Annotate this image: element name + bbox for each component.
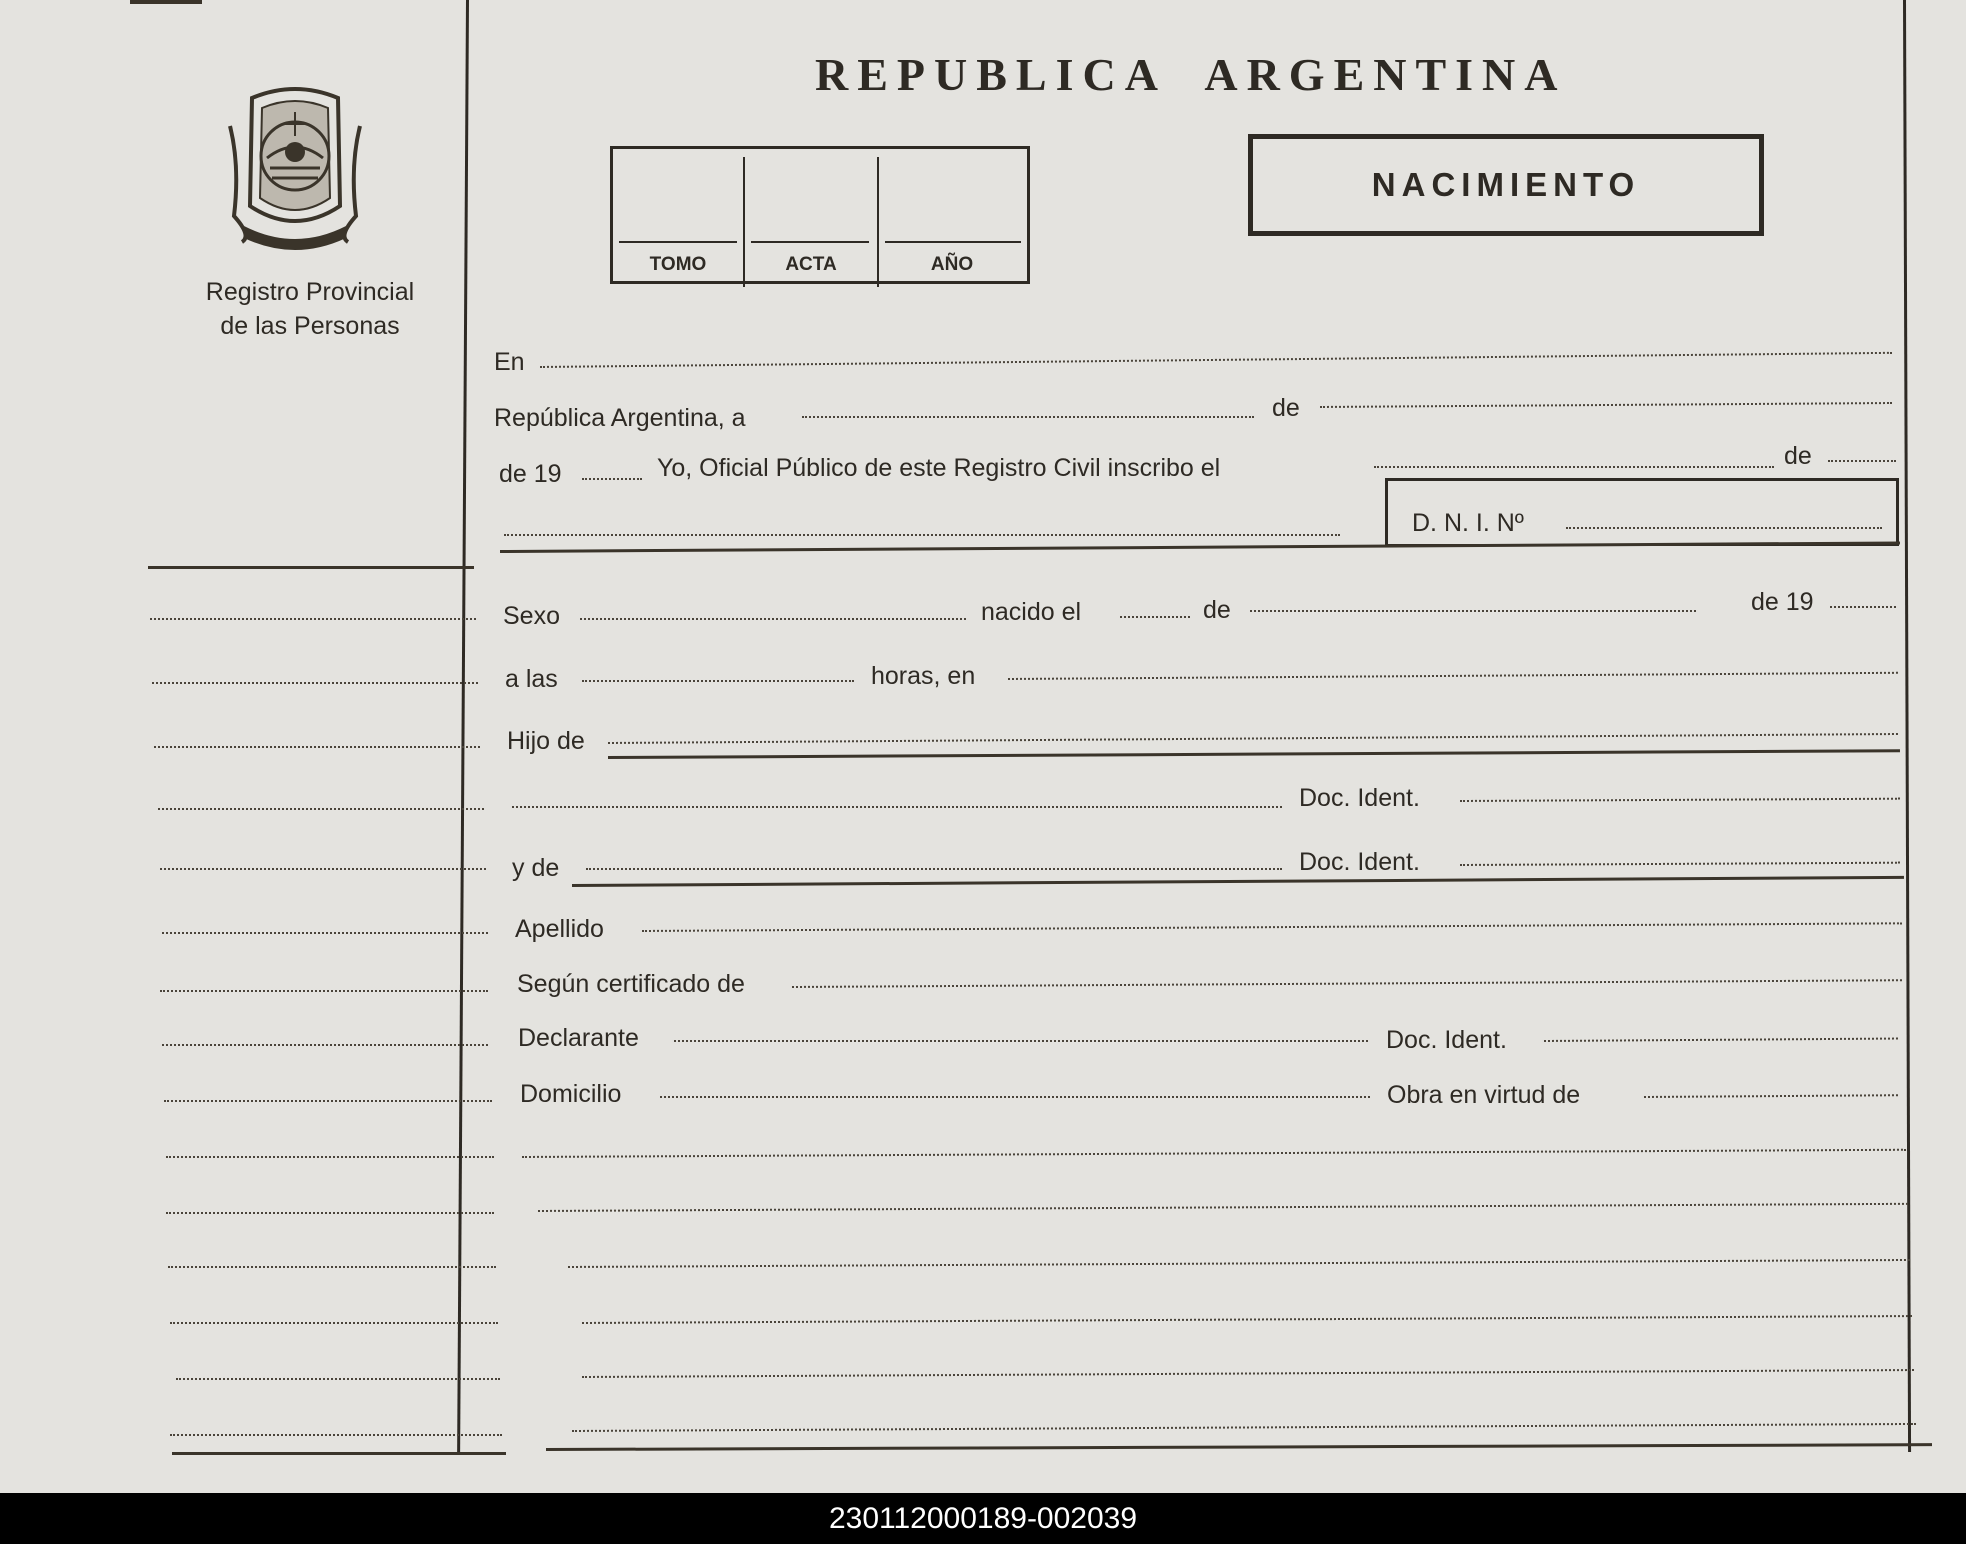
label-dni: D. N. I. Nº <box>1412 509 1524 537</box>
label-apellido: Apellido <box>515 915 604 943</box>
label-de-19: de 19 <box>1751 588 1814 616</box>
blank-line <box>568 1259 1910 1268</box>
registry-line-2: de las Personas <box>220 312 400 340</box>
page-title: REPUBLICA ARGENTINA <box>815 49 1567 100</box>
dni-box <box>1385 478 1899 546</box>
label-y-de: y de <box>512 854 560 882</box>
label-a-las: a las <box>505 665 558 693</box>
label-declarante: Declarante <box>518 1024 639 1052</box>
label-yo-oficial: Yo, Oficial Público de este Registro Civil inscribo el <box>657 454 1221 482</box>
field-hour <box>582 680 854 682</box>
stub-line <box>162 932 488 934</box>
label-doc-ident: Doc. Ident. <box>1299 848 1420 876</box>
record-number-table <box>610 146 1030 284</box>
stub-separator <box>148 566 474 569</box>
field-month <box>1320 402 1892 408</box>
section-separator <box>500 541 1900 553</box>
field-dni <box>1566 527 1882 529</box>
table-field-line <box>885 241 1021 243</box>
label-de-19: de 19 <box>499 460 562 488</box>
label-segun-certificado: Según certificado de <box>517 970 745 998</box>
stub-line <box>150 618 476 620</box>
field-birth-place <box>1008 672 1898 680</box>
label-de: de <box>1272 394 1300 422</box>
stub-line <box>166 1156 494 1158</box>
field-certificado <box>792 979 1902 988</box>
blank-line <box>572 1423 1916 1432</box>
field-sexo <box>580 618 966 620</box>
field-en <box>540 352 1892 368</box>
field-mother <box>586 868 1282 870</box>
table-field-line <box>751 241 869 243</box>
field-name <box>504 534 1340 536</box>
registry-name <box>180 275 440 343</box>
document-type-box: NACIMIENTO <box>1248 134 1764 236</box>
field-mother-doc <box>1460 862 1900 866</box>
blank-line <box>582 1369 1914 1378</box>
stub-line <box>152 682 478 684</box>
label-domicilio: Domicilio <box>520 1080 622 1108</box>
table-field-line <box>619 241 737 243</box>
field-father-cont <box>512 806 1282 808</box>
field-father <box>608 733 1898 744</box>
field-declarante-doc <box>1544 1038 1898 1042</box>
stub-line <box>160 868 486 870</box>
field-domicilio <box>660 1096 1370 1098</box>
field-declarante <box>674 1040 1368 1042</box>
field-obra-en-virtud <box>1644 1094 1898 1098</box>
label-de: de <box>1784 442 1812 470</box>
stub-line <box>170 1322 498 1324</box>
section-separator <box>608 749 1900 759</box>
top-left-mark <box>130 0 202 4</box>
field-de <box>1828 460 1896 462</box>
stub-line <box>170 1434 502 1436</box>
label-obra-en-virtud: Obra en virtud de <box>1387 1081 1581 1109</box>
label-en: En <box>494 348 525 376</box>
stub-line <box>164 1100 492 1102</box>
field-birth-month <box>1250 610 1696 612</box>
right-border-line <box>1903 0 1911 1452</box>
column-tomo: TOMO <box>649 254 707 275</box>
label-doc-ident: Doc. Ident. <box>1386 1026 1507 1054</box>
blank-line <box>538 1203 1908 1212</box>
stub-line <box>168 1266 496 1268</box>
label-sexo: Sexo <box>503 602 560 630</box>
blank-line <box>582 1315 1912 1324</box>
label-doc-ident: Doc. Ident. <box>1299 784 1420 812</box>
stub-line <box>166 1212 494 1214</box>
field-father-doc <box>1460 798 1900 802</box>
stub-line <box>162 1044 488 1046</box>
provincia-de-misiones-seal <box>222 86 368 252</box>
field-year <box>582 478 642 480</box>
column-acta: ACTA <box>785 254 837 275</box>
field-birth-day <box>1120 616 1190 618</box>
registry-line-1: Registro Provincial <box>205 278 415 306</box>
field-apellido <box>642 922 1902 932</box>
label-hijo-de: Hijo de <box>507 727 585 755</box>
label-de: de <box>1203 596 1231 624</box>
section-separator <box>572 876 1904 887</box>
label-nacido-el: nacido el <box>981 598 1082 626</box>
label-horas-en: horas, en <box>871 662 976 690</box>
image-id-footer: 230112000189-002039 <box>0 1493 1966 1544</box>
stub-line <box>154 746 480 748</box>
stub-bottom-line <box>172 1452 506 1455</box>
stub-line <box>176 1378 500 1380</box>
stub-line <box>158 808 484 810</box>
field-birth-year <box>1830 606 1896 608</box>
blank-line <box>522 1149 1906 1158</box>
label-republica-a: República Argentina, a <box>494 404 746 432</box>
stub-divider-line <box>457 0 469 1455</box>
column-ano: AÑO <box>930 254 974 275</box>
bottom-separator <box>546 1443 1932 1451</box>
field-inscribo <box>1374 466 1774 468</box>
field-day <box>802 416 1254 418</box>
stub-line <box>160 990 488 992</box>
